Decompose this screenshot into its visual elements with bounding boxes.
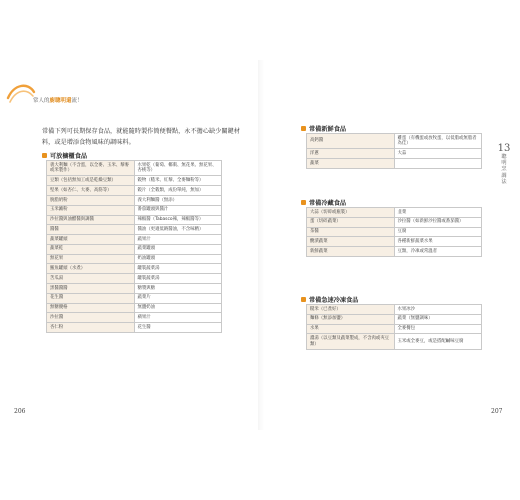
table-cell: 蔬菜	[307, 159, 395, 169]
table-cell: 雞蛋（有機蛋或放牧蛋，以低脂或無脂者為佳）	[394, 134, 482, 149]
table-cell: 玉米澱粉	[47, 205, 135, 215]
table-row	[307, 247, 482, 257]
section-title-frozen: 常備急速冷凍食品	[301, 295, 359, 304]
table-cell: 豆腐	[394, 227, 482, 237]
chapter-side-tab	[497, 143, 511, 185]
table-cell: 麵條（無添加鹽）	[307, 314, 395, 324]
table-row	[47, 215, 222, 225]
table-cell: 沙拉醬	[47, 313, 135, 323]
table-cell: 大蒜	[394, 149, 482, 159]
table-cell: 各種新鮮蔬菜水果	[394, 237, 482, 247]
table-row	[307, 208, 482, 218]
table-row	[307, 314, 482, 324]
chapter-number: 13	[497, 143, 511, 154]
table-cell: 無花果	[47, 254, 135, 264]
table-cell: 豆類，冷凍或常溫者	[394, 247, 482, 257]
table-cell: 高鈣醬	[307, 134, 395, 149]
table-row	[47, 176, 222, 186]
table-cell: 苦瓜湯	[47, 274, 135, 284]
table-row	[47, 303, 222, 313]
table-cell: 義大利麵醬（無添）	[134, 195, 222, 205]
table-cell: 茶醬	[307, 227, 395, 237]
table-cell: 穀物（糙米、紅藜、全麥麵粉等）	[134, 176, 222, 186]
chapter-title	[497, 154, 511, 185]
table-row	[307, 227, 482, 237]
section-title-pantry: 可放櫥櫃食品	[42, 151, 87, 160]
running-head: 常人的廚聰明還流！	[33, 98, 83, 104]
section-title-chilled: 常備冷藏食品	[301, 198, 346, 207]
fresh-table	[306, 133, 482, 169]
table-row	[47, 195, 222, 205]
table-cell: 醬油（更適低鈉醬油，不含味精）	[134, 225, 222, 235]
pantry-table	[46, 160, 222, 333]
table-cell: 杏仁粉	[47, 323, 135, 333]
table-row	[47, 225, 222, 235]
bullet-icon	[301, 126, 306, 131]
table-cell: 罐裝蔬菜湯	[134, 274, 222, 284]
table-cell: 沙拉醬（如新鮮沙拉醬或番茄醬）	[394, 217, 482, 227]
chapter-title-char: 烹	[501, 166, 507, 173]
table-cell: 醬醬	[47, 225, 135, 235]
table-row	[307, 134, 482, 149]
table-row	[47, 235, 222, 245]
table-row	[47, 323, 222, 333]
table-row	[47, 274, 222, 284]
table-cell: 糖漿與糖	[134, 283, 222, 293]
table-cell: 脫脂奶粉	[47, 195, 135, 205]
table-row	[307, 334, 482, 349]
table-row	[307, 237, 482, 247]
table-cell: 水果冰沙	[394, 305, 482, 315]
table-cell: 濃湯（以豆類及蔬菜製成，不含肉或夾豆類）	[307, 334, 395, 349]
table-cell: 蛋（切碎蔬菜）	[307, 217, 395, 227]
table-row	[47, 313, 222, 323]
page-number-right: 207	[491, 408, 503, 415]
table-row	[47, 283, 222, 293]
table-row	[307, 217, 482, 227]
frozen-table	[306, 304, 482, 350]
table-row	[47, 264, 222, 274]
chapter-title-char: 聰	[501, 154, 507, 160]
table-cell: 辣椒醬（Tabasco辣，辣椒醬等）	[134, 215, 222, 225]
table-cell: 花生醬	[47, 293, 135, 303]
table-cell: 洋蔥	[307, 149, 395, 159]
table-row	[307, 305, 482, 315]
table-cell: 蔬菜罐頭	[134, 244, 222, 254]
chapter-title-char: 調	[501, 172, 507, 179]
table-cell: 蘋果汁	[134, 313, 222, 323]
gutter-shadow	[258, 60, 264, 430]
table-row	[47, 161, 222, 176]
table-cell: 罐裝蔬菜湯	[134, 264, 222, 274]
orange-swoosh-logo	[6, 78, 36, 108]
table-cell: 義大利麵（不含蛋，以全麥、玉米、藜麥或米製作）	[47, 161, 135, 176]
table-cell: 堅果（如杏仁、大麥、高筋等）	[47, 186, 135, 196]
table-cell: 全麥餐包	[394, 324, 482, 334]
section-title-fresh: 常備新鮮食品	[301, 124, 346, 133]
table-cell: 醃漬蔬菜	[307, 237, 395, 247]
table-row	[47, 186, 222, 196]
table-row	[307, 324, 482, 334]
table-cell: 玉米或全麥豆，或是搭配鹹味豆腐	[394, 334, 482, 349]
chilled-table	[306, 207, 482, 257]
table-cell	[394, 159, 482, 169]
page-number-left: 206	[14, 408, 26, 415]
table-row	[307, 149, 482, 159]
table-cell: 豆類（包括無加工或是乾燥豆類）	[47, 176, 135, 186]
bullet-icon	[301, 200, 306, 205]
table-cell: 花生醬	[134, 323, 222, 333]
table-row	[307, 159, 482, 169]
bullet-icon	[42, 153, 47, 158]
table-cell: 鮪魚罐頭（水煮）	[47, 264, 135, 274]
table-cell: 新鮮蔬菜	[307, 247, 395, 257]
table-cell: 沙拉醬與油醋醬與調醬	[47, 215, 135, 225]
table-cell: 穀片（全穀類，成份單純，無加）	[134, 186, 222, 196]
table-cell: 糙米（已煮好）	[307, 305, 395, 315]
table-cell: 蔬菜罐頭	[47, 235, 135, 245]
table-row	[47, 244, 222, 254]
table-cell: 水果乾（葡萄、椰棗、無花果、無花果、杏桃等）	[134, 161, 222, 176]
table-cell: 奶油罐頭	[134, 254, 222, 264]
table-cell: 番茄罐頭與醬汁	[134, 205, 222, 215]
table-cell: 黑醬醬醬	[47, 283, 135, 293]
table-cell: 無鹽奶油	[134, 303, 222, 313]
intro-paragraph: 常備下列可長期保存食品，就能隨時製作簡便餐點，永不擔心缺少關鍵材料，或是增添食物風味的調味料。	[42, 128, 240, 146]
table-cell: 無糖優格	[47, 303, 135, 313]
table-cell: 大蒜（切碎或瓶裝）	[307, 208, 395, 218]
table-cell: 蔬果汁	[134, 235, 222, 245]
table-cell: 水果	[307, 324, 395, 334]
table-cell: 蔬菜乾	[47, 244, 135, 254]
chapter-title-char: 明	[501, 160, 507, 167]
table-cell: 蔬菜片	[134, 293, 222, 303]
table-row	[47, 254, 222, 264]
chapter-title-char: 法	[501, 178, 507, 185]
table-cell: 韭菜	[394, 208, 482, 218]
table-row	[47, 205, 222, 215]
bullet-icon	[301, 297, 306, 302]
table-cell: 蔬菜（無鹽調味）	[394, 314, 482, 324]
table-row	[47, 293, 222, 303]
